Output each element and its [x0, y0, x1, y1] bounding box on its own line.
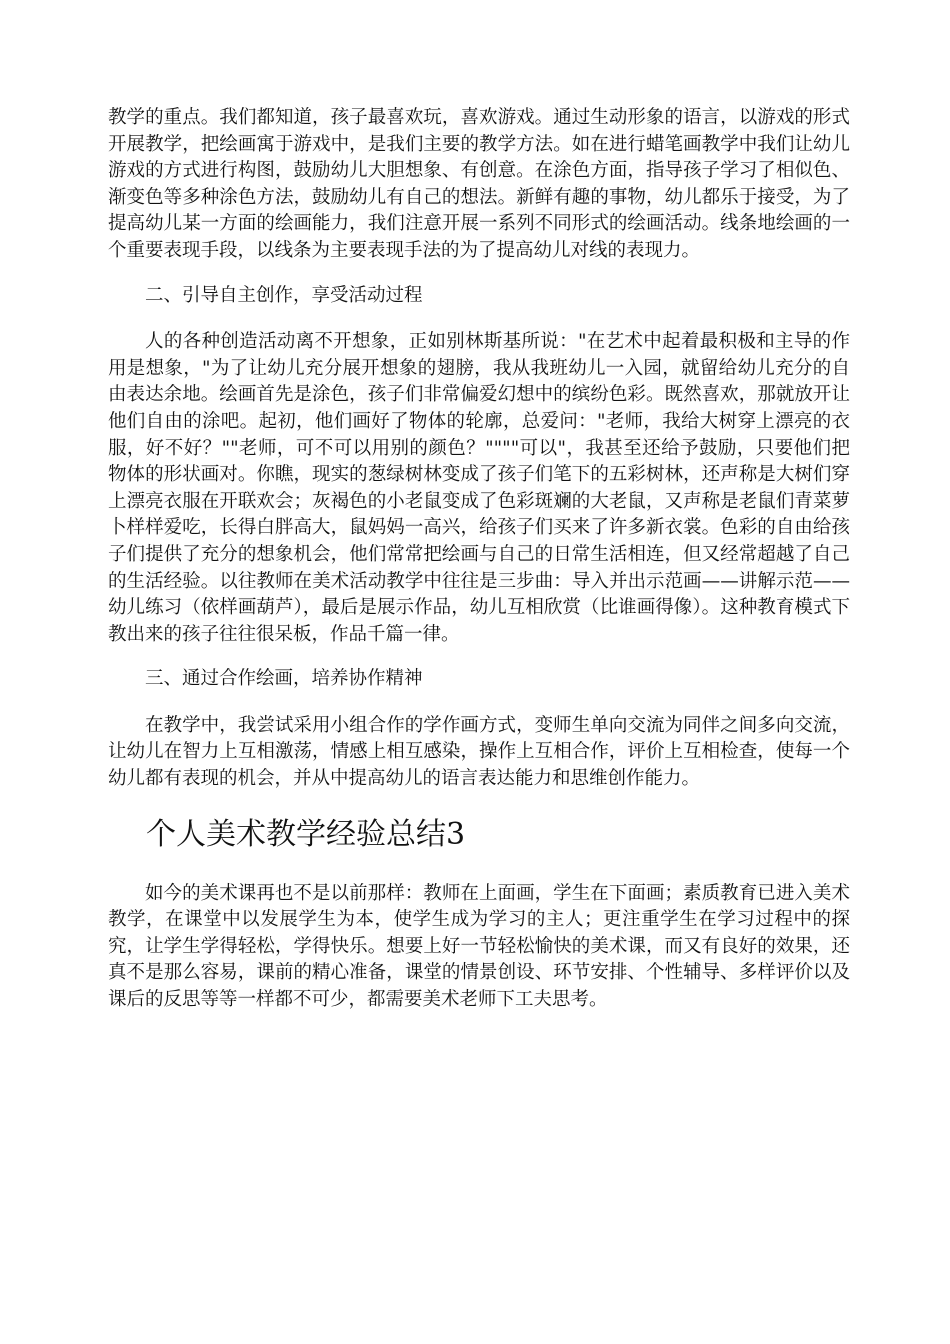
document-page — [108, 105, 850, 1014]
section-heading-3: 三、通过合作绘画，培养协作精神 — [145, 668, 423, 690]
paragraph-imagination: 人的各种创造活动离不开想象，正如别林斯基所说："在艺术中起着最积极和主导的作用是想象，"为了让幼儿充分展开想象的翅膀，我从我班幼儿一入园，就留给幼儿充分的自由表达余地。绘画首先是涂色，孩子们非常偏爱幻想中的缤纷色彩。既然喜欢，那就放开让他们自由的涂吧。起初，他们画好了物体的轮廓，总爱问："老师，我给大树穿上漂亮的衣服，好不好？""老师，可不可以用别的颜色？""""可以"，我甚至还给予鼓励，只要他们把物体的形状画对。你瞧，现实的葱绿树林变成了孩子们笔下的五彩树林，还声称是大树们穿上漂亮衣服在开联欢会；灰褐色的小老鼠变成了色彩斑斓的大老鼠，又声称是老鼠们青菜萝卜样样爱吃，长得白胖高大，鼠妈妈一高兴，给孩子们买来了许多新衣裳。色彩的自由给孩子们提供了充分的想象机会，他们常常把绘画与自己的日常生活相连，但又经常超越了自己的生活经验。以往教师在美术活动教学中往往是三步曲：导入并出示范画——讲解示范——幼儿练习（依样画葫芦），最后是展示作品，幼儿互相欣赏（比谁画得像）。这种教育模式下教出来的孩子往往很呆板，作品千篇一律。 — [108, 331, 850, 645]
section-heading-2: 二、引导自主创作，享受活动过程 — [145, 284, 423, 306]
article-title-3: 个人美术教学经验总结3 — [146, 816, 466, 852]
paragraph-modern-art-class: 如今的美术课再也不是以前那样：教师在上面画，学生在下面画；素质教育已进入美术教学，在课堂中以发展学生为本，使学生成为学习的主人；更注重学生在学习过程中的探究，让学生学得轻松，学得快乐。想要上好一节轻松愉快的美术课，而又有良好的效果，还真不是那么容易，课前的精心准备，课堂的情景创设、环节安排、个性辅导、多样评价以及课后的反思等等一样都不可少，都需要美术老师下工夫思考。 — [108, 882, 850, 1011]
paragraph-teaching-focus: 教学的重点。我们都知道，孩子最喜欢玩，喜欢游戏。通过生动形象的语言，以游戏的形式开展教学，把绘画寓于游戏中，是我们主要的教学方法。如在进行蜡笔画教学中我们让幼儿游戏的方式进行构图，鼓励幼儿大胆想象、有创意。在涂色方面，指导孩子学习了相似色、渐变色等多种涂色方法，鼓励幼儿有自己的想法。新鲜有趣的事物，幼儿都乐于接受，为了提高幼儿某一方面的绘画能力，我们注意开展一系列不同形式的绘画活动。线条地绘画的一个重要表现手段，以线条为主要表现手法的为了提高幼儿对线的表现力。 — [108, 107, 850, 261]
paragraph-cooperation: 在教学中，我尝试采用小组合作的学作画方式，变师生单向交流为同伴之间多向交流，让幼儿在智力上互相激荡，情感上相互感染，操作上互相合作，评价上互相检查，使每一个幼儿都有表现的机会，并从中提高幼儿的语言表达能力和思维创作能力。 — [108, 714, 850, 790]
